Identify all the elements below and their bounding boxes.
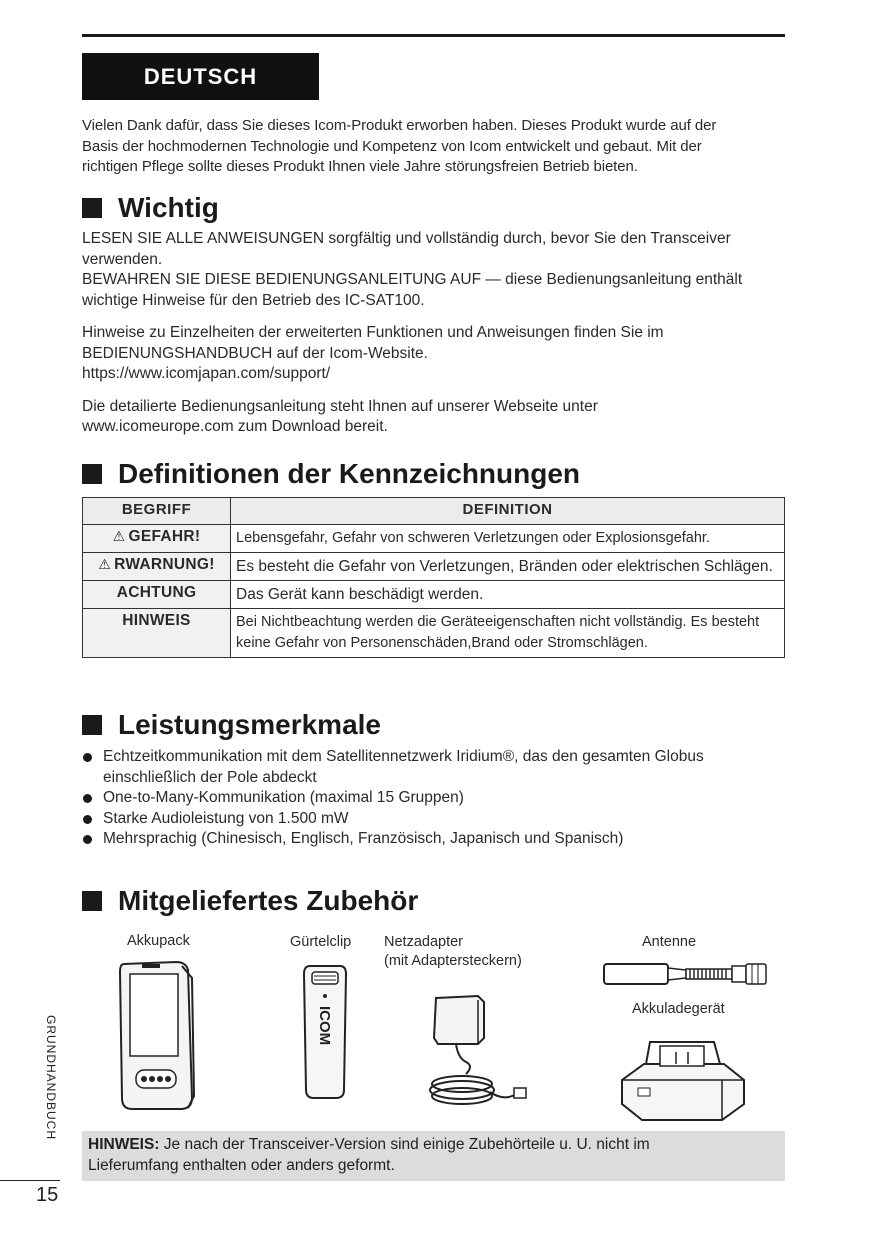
belt-clip-image xyxy=(300,962,350,1102)
bullet-icon xyxy=(83,794,92,803)
wichtig-read-instructions: LESEN SIE ALLE ANWEISUNGEN sorgfältig und vollständig durch, bevor Sie den Transceiver verwenden. xyxy=(82,230,731,268)
column-header-term: BEGRIFF xyxy=(83,498,231,525)
intro-paragraph xyxy=(82,116,787,178)
download-line: Die detailierte Bedienungsanleitung steht Ihnen auf unserer Webseite unter xyxy=(82,397,598,415)
intro-line: richtigen Pflege sollte dieses Produkt Ihnen viele Jahre störungsfreien Betrieb bieten. xyxy=(82,158,638,175)
wichtig-hint-line: BEDIENUNGSHANDBUCH auf der Icom-Website. xyxy=(82,344,428,362)
hint-text: Je nach der Transceiver-Version sind einige Zubehörteile u. U. nicht im xyxy=(163,1136,650,1153)
definition-cell: Bei Nichtbeachtung werden die Geräteeigenschaften nicht vollständig. Es besteht keine Gefahr von Personenschäden,Brand oder Stromschlägen. xyxy=(231,609,785,658)
side-label: GRUNDHANDBUCH xyxy=(44,1015,58,1141)
guertelclip-label: Gürtelclip xyxy=(290,934,352,950)
wichtig-body xyxy=(82,229,787,438)
icom-logo: ICOM xyxy=(316,1006,333,1046)
warning-triangle-icon: ⚠ xyxy=(98,556,112,572)
bullet-icon xyxy=(83,753,92,762)
bullet-icon xyxy=(83,815,92,824)
square-bullet-icon xyxy=(82,715,102,735)
definition-cell: Das Gerät kann beschädigt werden. xyxy=(231,581,785,609)
support-url: https://www.icomjapan.com/support/ xyxy=(82,365,331,382)
column-header-definition: DEFINITION xyxy=(231,498,785,525)
term-cell: ACHTUNG xyxy=(83,581,231,609)
definition-cell: Es besteht die Gefahr von Verletzungen, Bränden oder elektrischen Schlägen. xyxy=(231,553,785,581)
definition-cell: Lebensgefahr, Gefahr von schweren Verletzungen oder Explosionsgefahr. xyxy=(231,525,785,553)
term-cell: HINWEIS xyxy=(83,609,231,658)
akkupack-label: Akkupack xyxy=(127,933,190,949)
table-row xyxy=(83,553,785,581)
hint-box xyxy=(82,1131,785,1181)
list-item: Echtzeitkommunikation mit dem Satellitennetzwerk Iridium®, das den gesamten Globus einschließlich der Pole abdeckt xyxy=(82,747,787,788)
heading-text: Definitionen der Kennzeichnungen xyxy=(118,458,581,489)
language-tab: DEUTSCH xyxy=(82,53,319,100)
wichtig-keep-manual: BEWAHREN SIE DIESE BEDIENUNGSANLEITUNG AUF — diese Bedienungsanleitung enthält wichtige Hinweise für den Betrieb des IC-SAT100. xyxy=(82,271,743,309)
warning-triangle-icon: ⚠ xyxy=(112,528,126,544)
square-bullet-icon xyxy=(82,198,102,218)
table-row xyxy=(83,525,785,553)
heading-text: Wichtig xyxy=(118,192,219,223)
page-number-rule xyxy=(0,1180,60,1181)
square-bullet-icon xyxy=(82,891,102,911)
table-header-row xyxy=(83,498,785,525)
section-heading-leistung xyxy=(82,708,381,742)
definitions-table xyxy=(82,497,785,658)
hint-label: HINWEIS: xyxy=(88,1136,160,1153)
netzadapter-label: Netzadapter (mit Adaptersteckern) xyxy=(384,934,522,969)
list-item: Mehrsprachig (Chinesisch, Englisch, Französisch, Japanisch und Spanisch) xyxy=(82,829,787,850)
charger-image xyxy=(614,1034,750,1126)
term-cell: ⚠ GEFAHR! xyxy=(83,525,231,553)
top-rule xyxy=(82,34,785,37)
wichtig-hint-line: Hinweise zu Einzelheiten der erweiterten Funktionen und Anweisungen finden Sie im xyxy=(82,324,664,341)
download-url: www.icomeurope.com zum Download bereit. xyxy=(82,418,388,435)
table-row xyxy=(83,609,785,658)
heading-text: Leistungsmerkmale xyxy=(118,709,381,740)
hint-text: Lieferumfang enthalten oder anders geformt. xyxy=(88,1157,395,1174)
antenne-label: Antenne xyxy=(642,934,697,950)
table-row xyxy=(83,581,785,609)
section-heading-zubehoer xyxy=(82,884,418,918)
section-heading-wichtig xyxy=(82,191,219,225)
page-number: 15 xyxy=(36,1184,59,1206)
term-cell: ⚠ RWARNUNG! xyxy=(83,553,231,581)
intro-line: Vielen Dank dafür, dass Sie dieses Icom-Produkt erworben haben. Dieses Produkt wurde auf der xyxy=(82,117,717,134)
section-heading-definitionen xyxy=(82,457,580,491)
bullet-icon xyxy=(83,835,92,844)
square-bullet-icon xyxy=(82,464,102,484)
intro-line: Basis der hochmodernen Technologie und Kompetenz von Icom entwickelt und gebaut. Mit der xyxy=(82,137,702,155)
battery-pack-image xyxy=(112,958,198,1114)
heading-text: Mitgeliefertes Zubehör xyxy=(118,885,419,916)
feature-list xyxy=(82,747,787,850)
list-item: Starke Audioleistung von 1.500 mW xyxy=(82,809,787,830)
list-item: One-to-Many-Kommunikation (maximal 15 Gruppen) xyxy=(82,788,787,809)
antenna-image xyxy=(602,958,770,992)
akkuladegeraet-label: Akkuladegerät xyxy=(632,1001,725,1017)
ac-adapter-image xyxy=(422,988,532,1120)
